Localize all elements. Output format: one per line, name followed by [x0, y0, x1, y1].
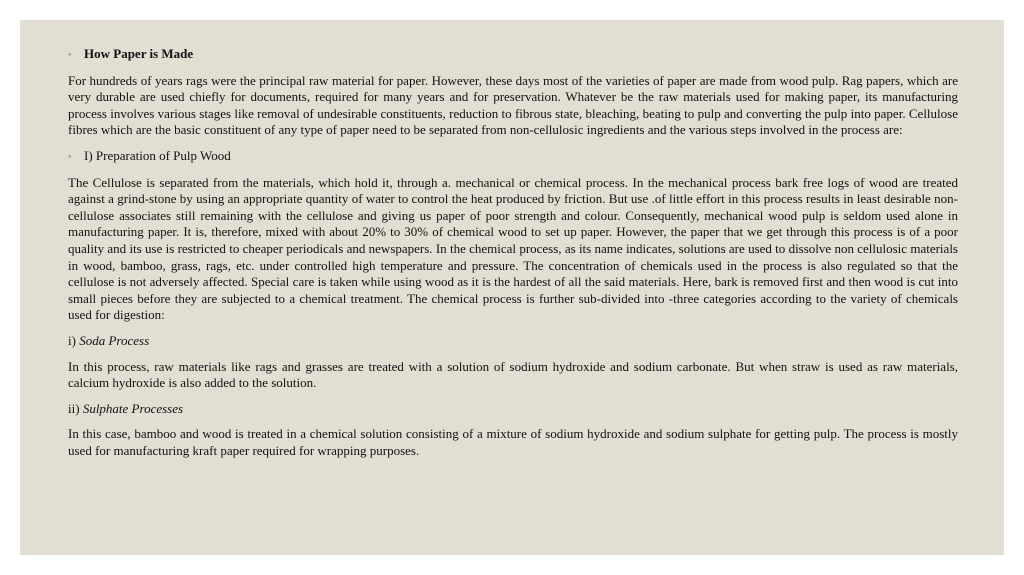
- sulphate-process-paragraph: In this case, bamboo and wood is treated in a chemical solution consisting of a mixture of sodium hydroxide and sodium sulphate for getting pulp. The process is mostly used for manufacturing kraft paper required for wrapping purposes.: [68, 426, 958, 458]
- soda-process-paragraph: In this process, raw materials like rags and grasses are treated with a solution of sodium hydroxide and sodium carbonate. But when straw is used as raw materials, calcium hydroxide is also added to the solution.: [68, 358, 958, 391]
- slide: [20, 20, 1004, 555]
- heading-preparation-of-pulp-wood: [68, 148, 958, 166]
- hollow-bullet-icon: ◦: [68, 49, 72, 59]
- soda-prefix: i): [68, 332, 80, 348]
- soda-process-heading: [68, 333, 958, 350]
- sulphate-process-heading: [68, 401, 958, 418]
- section-heading: How Paper is Made: [84, 46, 194, 61]
- sulphate-prefix: ii): [68, 400, 83, 416]
- slide-content: [68, 46, 958, 468]
- heading-how-paper-is-made: [68, 46, 958, 64]
- pulp-wood-paragraph: The Cellulose is separated from the materials, which hold it, through a. mechanical or chemical process. In the mechanical process bark free logs of wood are treated against a grind-stone by using an appropriate quantity of water to control the heat produced by friction. But use .of little effort in this process results in least desirable non-cellulose associates still remaining with the cellulose and giving us paper of poor strength and colour. Consequently, mechanical wood pulp is seldom used alone in manufacturing paper. It is, therefore, mixed with about 20% to 30% of chemical wood to set up paper. However, the paper that we get through this process is of a poor quality and its use is restricted to cheaper periodicals and newspapers. In the chemical process, as its name indicates, solutions are used to dissolve non cellulosic materials in wood, bamboo, grass, rags, etc. under controlled high temperature and pressure. The concentration of chemicals used in the process is also regulated so that the cellulose is not adversely affected. Special care is taken while using wood as it is the hardest of all the said materials. Here, bark is removed first and then wood is cut into small pieces before they are subjected to a chemical treatment. The chemical process is further sub-divided into -three categories according to the variety of chemicals used for digestion:: [68, 174, 958, 323]
- section-heading: I) Preparation of Pulp Wood: [84, 147, 231, 163]
- intro-paragraph: For hundreds of years rags were the principal raw material for paper. However, these days most of the varieties of paper are made from wood pulp. Rag papers, which are very durable are used chiefly for documents, required for many years and for preservation. Whatever be the raw materials used for making paper, its manufacturing process involves various stages like removal of undesirable constituents, reduction to fibrous state, bleaching, beating to pulp and converting the pulp into paper. Cellulose fibres which are the basic constituent of any type of paper need to be separated from non-cellulosic ingredients and the various steps involved in the process are:: [68, 72, 958, 138]
- sulphate-title: Sulphate Processes: [82, 400, 184, 416]
- hollow-bullet-icon: ◦: [68, 150, 72, 161]
- soda-title: Soda Process: [79, 332, 150, 348]
